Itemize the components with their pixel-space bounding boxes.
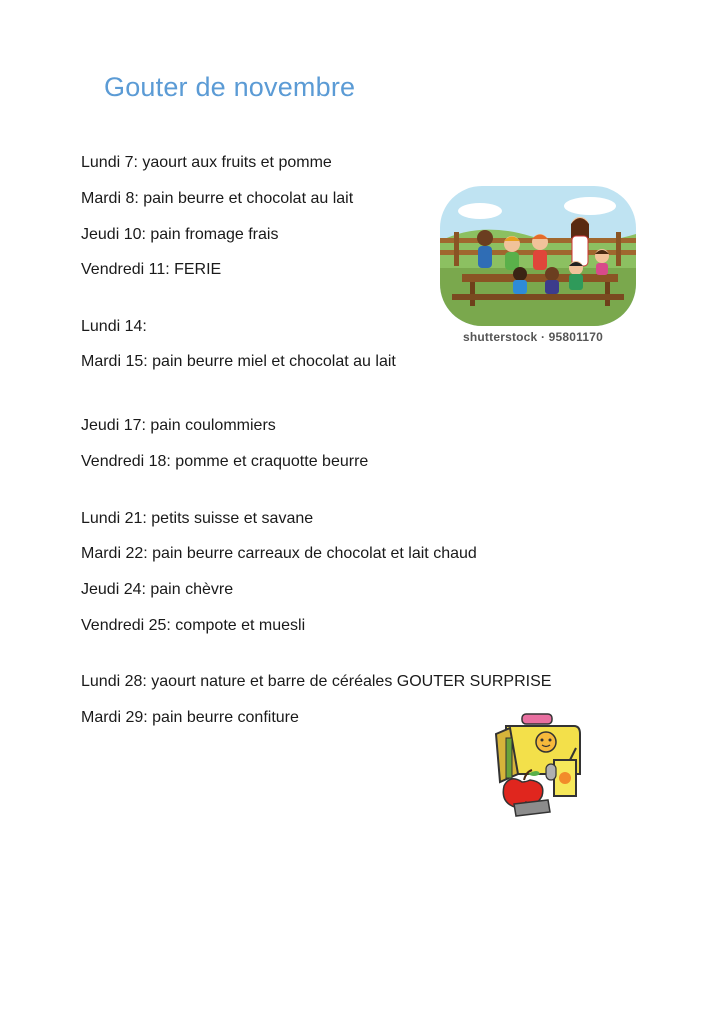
image-caption: shutterstock · 95801170 <box>463 330 604 344</box>
menu-line: Mardi 22: pain beurre carreaux de chocolat et lait chaud <box>81 545 477 562</box>
menu-line: Vendredi 25: compote et muesli <box>81 617 306 634</box>
menu-line: Jeudi 24: pain chèvre <box>81 581 234 598</box>
menu-line: Jeudi 10: pain fromage frais <box>81 226 279 243</box>
menu-line: Mardi 15: pain beurre miel et chocolat au lait <box>81 353 396 370</box>
menu-line: Jeudi 17: pain coulommiers <box>81 417 276 434</box>
schoolbag-snack-illustration <box>466 712 608 824</box>
children-picnic-illustration <box>440 186 636 326</box>
menu-line: Vendredi 11: FERIE <box>81 261 222 278</box>
menu-line: Lundi 14: <box>81 318 147 335</box>
menu-line: Vendredi 18: pomme et craquotte beurre <box>81 453 369 470</box>
menu-line: Lundi 28: yaourt nature et barre de céréales GOUTER SURPRISE <box>81 673 552 690</box>
page-title: Gouter de novembre <box>104 72 356 102</box>
menu-line: Mardi 8: pain beurre et chocolat au lait <box>81 190 354 207</box>
menu-line: Lundi 7: yaourt aux fruits et pomme <box>81 154 332 171</box>
menu-line: Lundi 21: petits suisse et savane <box>81 510 314 527</box>
menu-line: Mardi 29: pain beurre confiture <box>81 709 299 726</box>
